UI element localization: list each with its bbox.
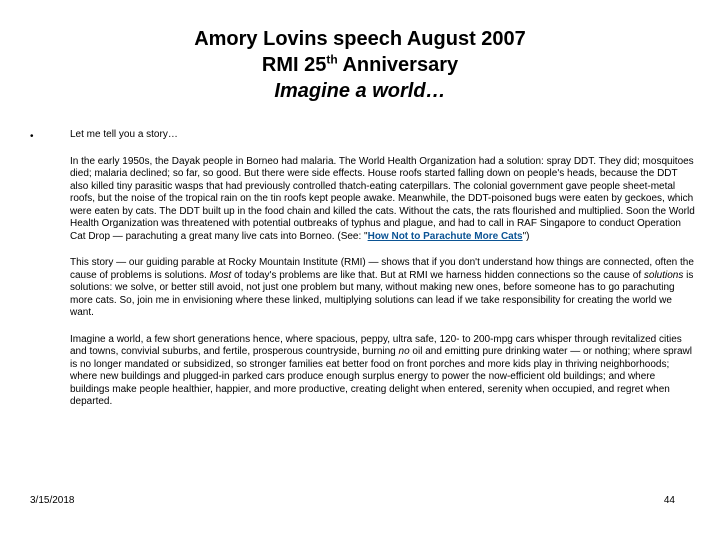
emphasis-most: Most (209, 269, 232, 281)
bullet-icon: • (30, 131, 34, 142)
paragraph-2-part-b: of today's problems are like that. But at RMI we harness hidden connections so the cause of (231, 269, 644, 281)
paragraph-2-part-a: This story — our guiding parable at Rocky Mountain Institute (RMI) — shows that if you don't understand how things are connected, often the cause of problems is solutions. (70, 257, 694, 281)
paragraph-rmi-parable (70, 257, 695, 320)
title-line-2 (0, 52, 720, 78)
paragraph-2-part-c: is solutions: we solve, or better still avoid, not just one problem but many, without making new ones, before someone has to go parachuting more cats. So, join me in envisioning where these linked, multiplying solutions can lead if we take responsibility for creating the world we want. (70, 269, 694, 318)
title-line-2-rest: Anniversary (337, 54, 459, 76)
title-line-3: Imagine a world… (274, 80, 446, 102)
title-superscript: th (326, 52, 338, 67)
paragraph-1-text: In the early 1950s, the Dayak people in Borneo had malaria. The World Health Organization had a solution: spray DDT. They did; mosquitoes died; malaria declined; so far, so good. But there were side effects. House roofs started falling down on people's heads, because the DDT also killed tiny parasitic wasps that had previously controlled thatch-eating caterpillars. The colonial government gave people sheet-metal roofs, but the noise of the tropical rain on the tin roofs kept people awake. Meanwhile, the DDT-poisoned bugs were eaten by geckoes, which were eaten by cats. The DDT built up in the food chain and killed the cats. Without the cats, the rats flourished and multiplied. Soon the World Health Organization was threatened with potential outbreaks of typhus and plague, and had to call in RAF Singapore to conduct Operation Cat Drop — parachuting a great many live cats into Borneo. (See: " (70, 155, 695, 242)
title-line-2-main: RMI 25 (261, 54, 327, 76)
paragraph-imagine-world (70, 334, 695, 409)
footer-date: 3/15/2018 (30, 495, 75, 506)
intro-line: Let me tell you a story… (70, 129, 178, 140)
parachute-cats-link[interactable]: How Not to Parachute More Cats (367, 230, 523, 242)
page-number: 44 (663, 495, 675, 506)
paragraph-1-end: ") (522, 230, 530, 242)
title-line-1: Amory Lovins speech August 2007 (194, 28, 526, 50)
emphasis-solutions: solutions (643, 269, 684, 281)
emphasis-no: no (398, 346, 410, 357)
body-text (70, 129, 695, 409)
paragraph-dayak-story (70, 156, 695, 244)
paragraph-3-part-a: Imagine a world, a few short generations hence, where spacious, peppy, ultra safe, 120- to 200-mpg cars whisper through revitalized cities and towns, convivial suburbs, and fertile, prosperous countryside, burning (70, 333, 682, 357)
slide-title (0, 26, 720, 104)
paragraph-3-part-b: oil and emitting pure drinking water — or nothing; where sprawl is no longer mandated or subsidized, so stronger families eat better food on front porches and more kids play in thriving neighborhoods; where new buildings and plugged-in parked cars produce enough surplus energy to power the now-efficient old buildings; and where buildings make people healthier, happier, and more productive, creating delight when entered, serenity when occupied, and regret when departed. (70, 346, 693, 407)
